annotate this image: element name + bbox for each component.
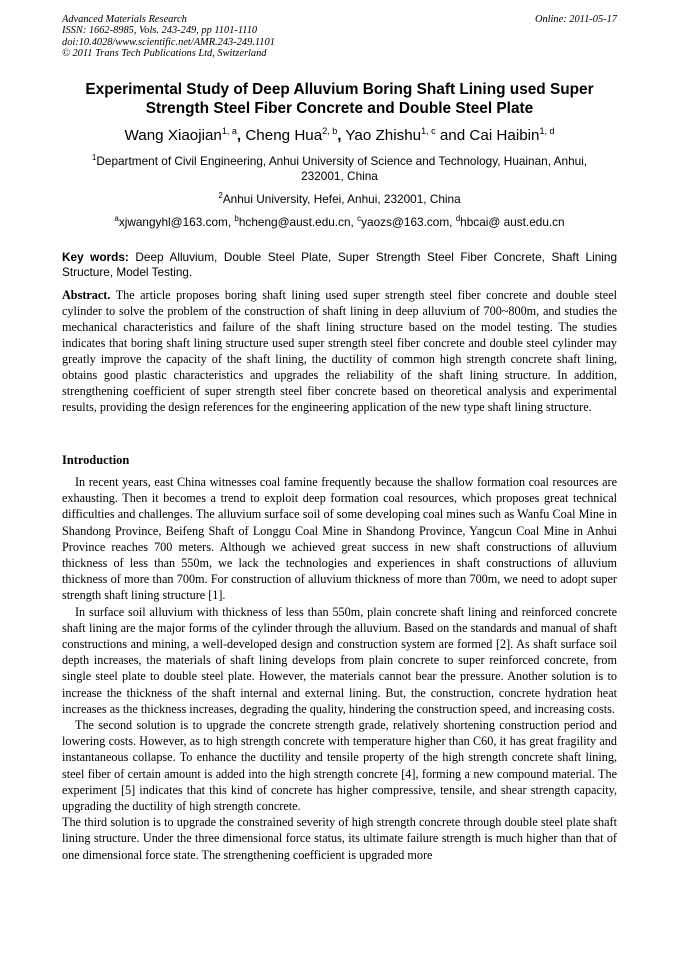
journal-header [62, 14, 617, 60]
author-affil-mark: 1, a [221, 126, 237, 136]
paragraph: In recent years, east China witnesses coal famine frequently because the shallow formation coal resources are exhausting. Then it becomes a trend to exploit deep formation coal resources, which proposes great technical difficulties and challenges. The alluvium surface soil of some developing coal mines such as Wanfu Coal Mine in Shandong Province, Beifeng Shaft of Longgu Coal Mine in Shandong Province, Yangcun Coal Mine in Anhui Province reaches 700 meters. Although we achieved great success in new shaft constructions of alluvium thickness of less than 550m, we lack the technologies and experiences in shaft constructions of alluvium thickness of more than 700m. For construction of alluvium thickness of more than 700m, we need to adopt super strength shaft lining structure [1]. [62, 475, 617, 603]
author-list [62, 126, 617, 145]
affil-mark: 1 [91, 153, 97, 162]
author-separator: , [236, 127, 242, 144]
author-name: Yao Zhishu [345, 127, 422, 144]
keywords-label: Key words: [62, 250, 129, 264]
copyright-line: © 2011 Trans Tech Publications Ltd, Switzerland [62, 48, 267, 60]
body-text [62, 474, 617, 863]
affiliation-1 [62, 154, 617, 184]
keywords-text: Deep Alluvium, Double Steel Plate, Super Strength Steel Fiber Concrete, Shaft Lining Structure, Model Testing. [62, 250, 617, 279]
abstract-text: The article proposes boring shaft lining used super strength steel fiber concrete and double steel cylinder to solve the problem of the construction of shaft lining in deep alluvium of 700~800m, and studies the mechanical characteristics and failure of the shaft lining structure based on the model testing. The studies indicates that boring shaft lining structure used super strength steel fiber concrete and double steel cylinder may greatly improve the capacity of the shaft lining, the ductility of common high strength concrete shaft lining, obtains good plastic characteristics and upgrades the reliability of the shaft lining structure. In addition, strengthening coefficient of super strength steel fiber concrete based on theoretical analysis and experimental results, providing the design references for the engineering application of the new type shaft lining structure. [62, 288, 617, 414]
author-name: Cheng Hua [245, 127, 323, 144]
abstract [62, 287, 617, 415]
author-name: Wang Xiaojian [124, 127, 222, 144]
title-line-2: Strength Steel Fiber Concrete and Double Steel Plate [145, 100, 534, 117]
section-heading: Introduction [62, 453, 130, 467]
author-conjunction: and [439, 127, 466, 144]
affiliation-2 [62, 192, 617, 207]
author-affil-mark: 1, c [421, 126, 436, 136]
abstract-label: Abstract. [62, 288, 111, 302]
author-separator: , [337, 127, 342, 144]
email-list [62, 215, 617, 230]
email-link[interactable]: hbcai@ aust.edu.cn [460, 215, 565, 229]
email-link[interactable]: xjwangyhl@163.com, [118, 215, 235, 229]
paper-title [62, 80, 617, 118]
author-affil-mark: 1, d [539, 126, 555, 136]
online-date: Online: 2011-05-17 [534, 14, 617, 25]
email-mark: c [357, 214, 362, 223]
doi-line[interactable]: doi:10.4028/www.scientific.net/AMR.243-249.1101 [62, 36, 275, 48]
paragraph: In surface soil alluvium with thickness of less than 550m, plain concrete shaft lining and reinforced concrete shaft lining are the major forms of the cylinder through the alluvium. Based on the standards and manual of shaft constructions and mining, a well-developed design and construction system are formed [2]. As shaft surface soil depth increases, the materials of shaft lining develops from plain concrete to super reinforced concrete, from single steel plate to double steel plate. However, the materials cannot bear the pressure. Another solution is to increase the thickness of the shaft internal and external lining. But, the construction, concrete hydration heat increases as the thickness increases, degrading the quality, hindering the construction speed, and increasing costs. [62, 604, 617, 716]
email-mark: d [455, 214, 461, 223]
author-affil-mark: 2, b [322, 126, 338, 136]
affil-text: 232001, China [301, 169, 378, 183]
email-link[interactable]: hcheng@aust.edu.cn, [238, 215, 358, 229]
journal-name: Advanced Materials Research [62, 14, 187, 25]
affil-mark: 2 [218, 191, 223, 200]
issn-line: ISSN: 1662-8985, Vols. 243-249, pp 1101-1110 [62, 25, 258, 37]
title-line-1: Experimental Study of Deep Alluvium Boring Shaft Lining used Super [85, 81, 594, 98]
keywords [62, 250, 617, 280]
paragraph: The third solution is to upgrade the constrained severity of high strength concrete through double steel plate shaft lining structure. Under the three dimensional force status, its ultimate failure strength is much higher than that of one dimensional force state. The strengthening coefficient is upgraded more [62, 815, 617, 862]
affil-text: Anhui University, Hefei, Anhui, 232001, China [222, 192, 461, 206]
email-mark: a [114, 214, 119, 223]
paragraph: The second solution is to upgrade the concrete strength grade, relatively shortening construction period and lowering costs. However, as to high strength concrete with temperature higher than C60, it has great fragility and instantaneous collapse. To enhance the ductility and tensile property of the high strength concrete shaft lining, steel fiber of certain amount is added into the high strength concrete [4], forming a new compound material. The experiment [5] indicates that this kind of concrete has higher compressive, tensile, and shear strength capacity, upgrading the ductility of high strength concrete. [62, 718, 617, 814]
affil-text: Department of Civil Engineering, Anhui University of Science and Technology, Huainan, Anhui, [96, 154, 588, 168]
email-link[interactable]: yaozs@163.com, [361, 215, 456, 229]
email-mark: b [234, 214, 239, 223]
author-name: Cai Haibin [469, 127, 540, 144]
